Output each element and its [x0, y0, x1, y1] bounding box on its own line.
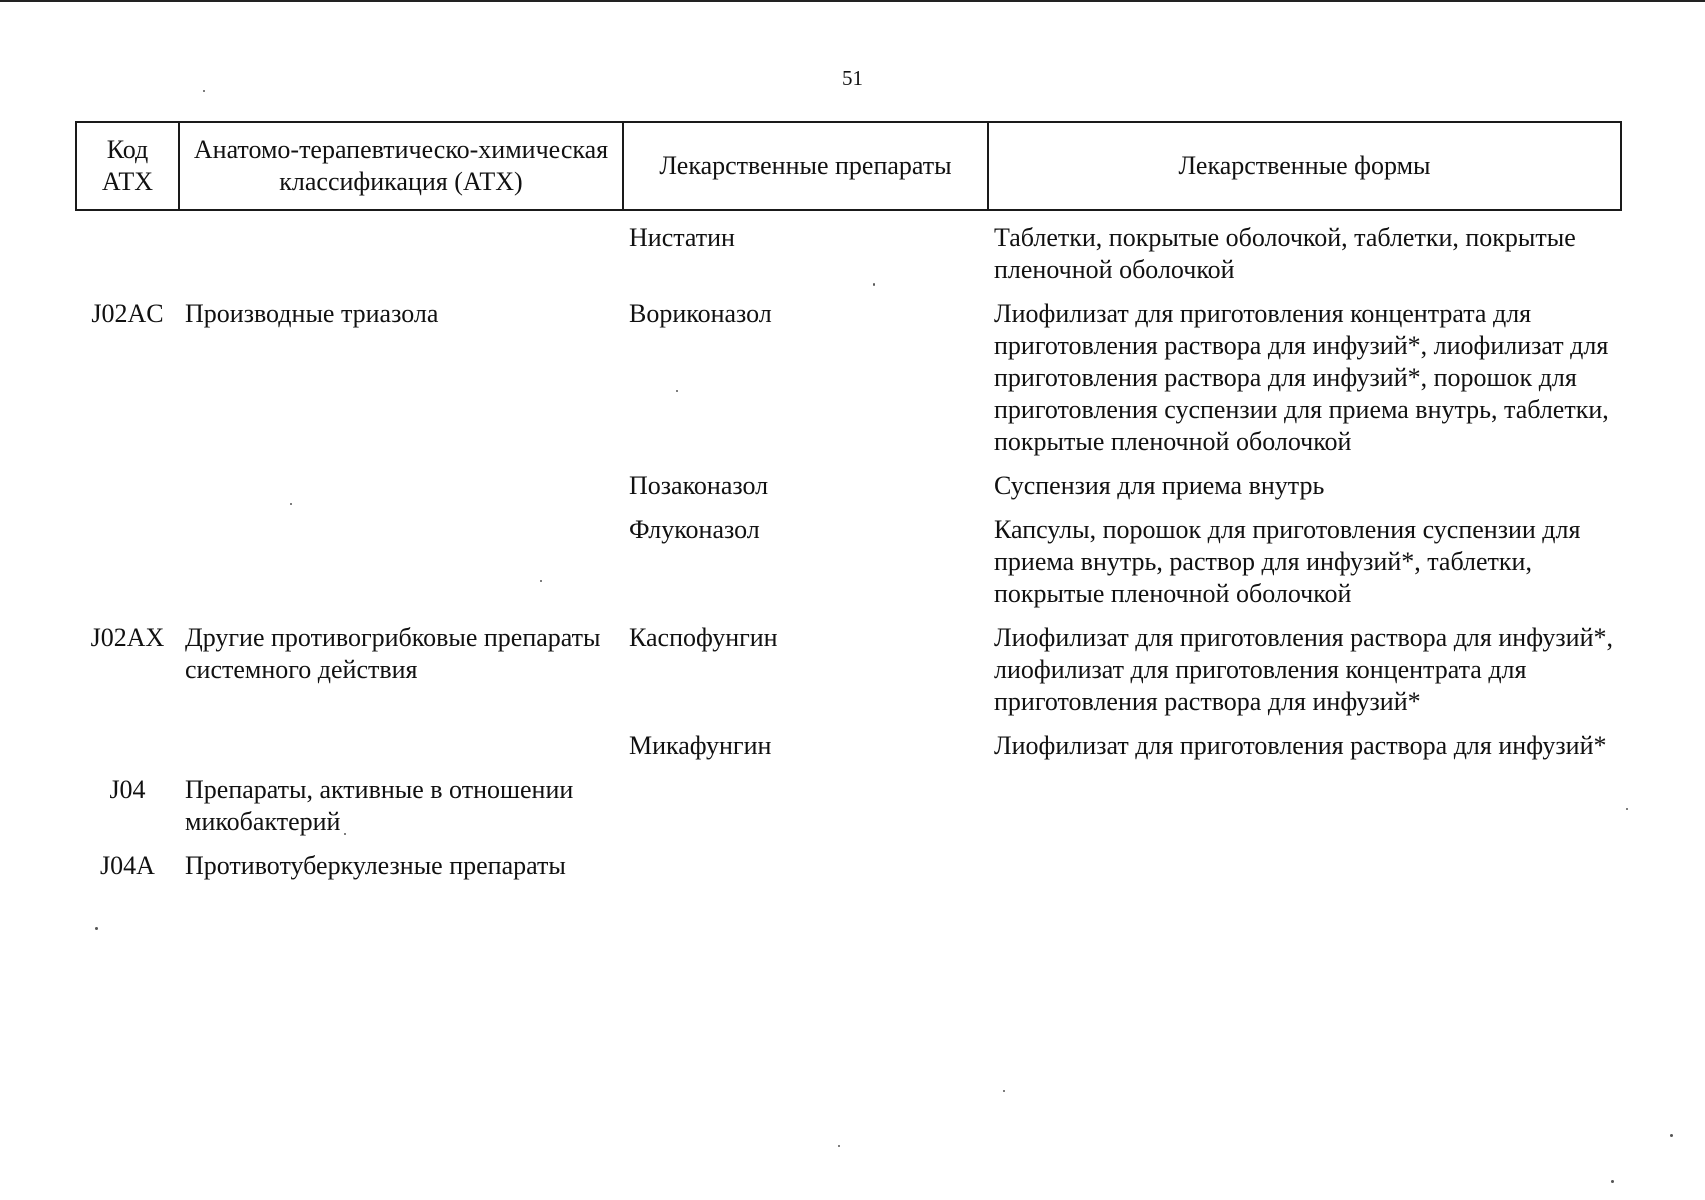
dosage-form-cell: Капсулы, порошок для приготовления суспензии для приема внутрь, раствор для инфузий*, таблетки, покрытые пленочной оболочкой [994, 515, 1581, 608]
classification-cell: Препараты, активные в отношении микобактерий [185, 775, 574, 836]
dosage-form-cell [988, 762, 1621, 838]
classification-cell [179, 718, 623, 762]
atc-code-cell: J02AX [90, 623, 165, 652]
scan-speck [1611, 1180, 1614, 1183]
scan-speck [290, 503, 292, 505]
atc-code-cell [76, 458, 179, 502]
classification-cell: Противотуберкулезные препараты [185, 851, 566, 880]
scan-speck [95, 927, 98, 930]
drug-cell: Каспофунгин [629, 623, 778, 652]
atc-code-cell [76, 718, 179, 762]
drug-cell: Флуконазол [629, 515, 760, 544]
drug-cell [623, 762, 988, 838]
drug-cell: Позаконазол [629, 471, 769, 500]
scan-speck [540, 580, 542, 582]
dosage-form-cell: Суспензия для приема внутрь [994, 471, 1325, 500]
drug-cell: Микафунгин [629, 731, 772, 760]
document-sheet [75, 121, 1620, 882]
drug-cell: Вориконазол [629, 299, 772, 328]
dosage-form-cell: Лиофилизат для приготовления раствора для инфузий*, лиофилизат для приготовления концентрата для приготовления раствора для инфузий* [994, 623, 1613, 716]
table-row [76, 210, 1621, 286]
classification-cell [179, 210, 623, 286]
atc-drug-table [75, 121, 1622, 882]
scan-speck [838, 1145, 840, 1147]
dosage-form-cell: Лиофилизат для приготовления концентрата для приготовления раствора для инфузий*, лиофилизат для приготовления раствора для инфузий*, порошок для приготовления суспензии для приема внутрь, таблетки, покрытые пленочной оболочкой [994, 299, 1609, 456]
scan-speck [873, 283, 875, 286]
scan-speck [203, 90, 205, 92]
header-drugs: Лекарственные препараты [623, 122, 988, 210]
scan-speck [1003, 1090, 1005, 1092]
atc-code-cell: J04 [109, 775, 146, 804]
classification-cell [179, 458, 623, 502]
dosage-form-cell [988, 838, 1621, 882]
header-atc-code: Код АТХ [76, 122, 179, 210]
classification-cell: Другие противогрибковые препараты системного действия [185, 623, 601, 684]
table-header [76, 122, 1621, 210]
scan-speck [1670, 1134, 1673, 1137]
header-atc-classification: Анатомо-терапевтическо-химическая классификация (АТХ) [179, 122, 623, 210]
dosage-form-cell: Таблетки, покрытые оболочкой, таблетки, покрытые пленочной оболочкой [994, 223, 1576, 284]
table-body [76, 210, 1621, 882]
classification-cell [179, 502, 623, 610]
atc-code-cell: J04A [100, 851, 155, 880]
table-row [76, 458, 1621, 502]
scan-speck [676, 390, 678, 392]
scan-speck [344, 833, 346, 835]
drug-cell: Нистатин [629, 223, 735, 252]
table-row [76, 838, 1621, 882]
scan-speck [1626, 808, 1628, 810]
drug-cell [623, 838, 988, 882]
classification-cell: Производные триазола [185, 299, 439, 328]
table-row [76, 718, 1621, 762]
atc-code-cell [76, 502, 179, 610]
table-row [76, 286, 1621, 458]
atc-code-cell: J02AC [91, 299, 164, 328]
table-row [76, 610, 1621, 718]
table-row [76, 762, 1621, 838]
atc-code-cell [76, 210, 179, 286]
page-number: 51 [842, 66, 863, 90]
table-row [76, 502, 1621, 610]
page-top-border [0, 0, 1705, 2]
dosage-form-cell: Лиофилизат для приготовления раствора для инфузий* [994, 731, 1607, 760]
header-dosage-forms: Лекарственные формы [988, 122, 1621, 210]
